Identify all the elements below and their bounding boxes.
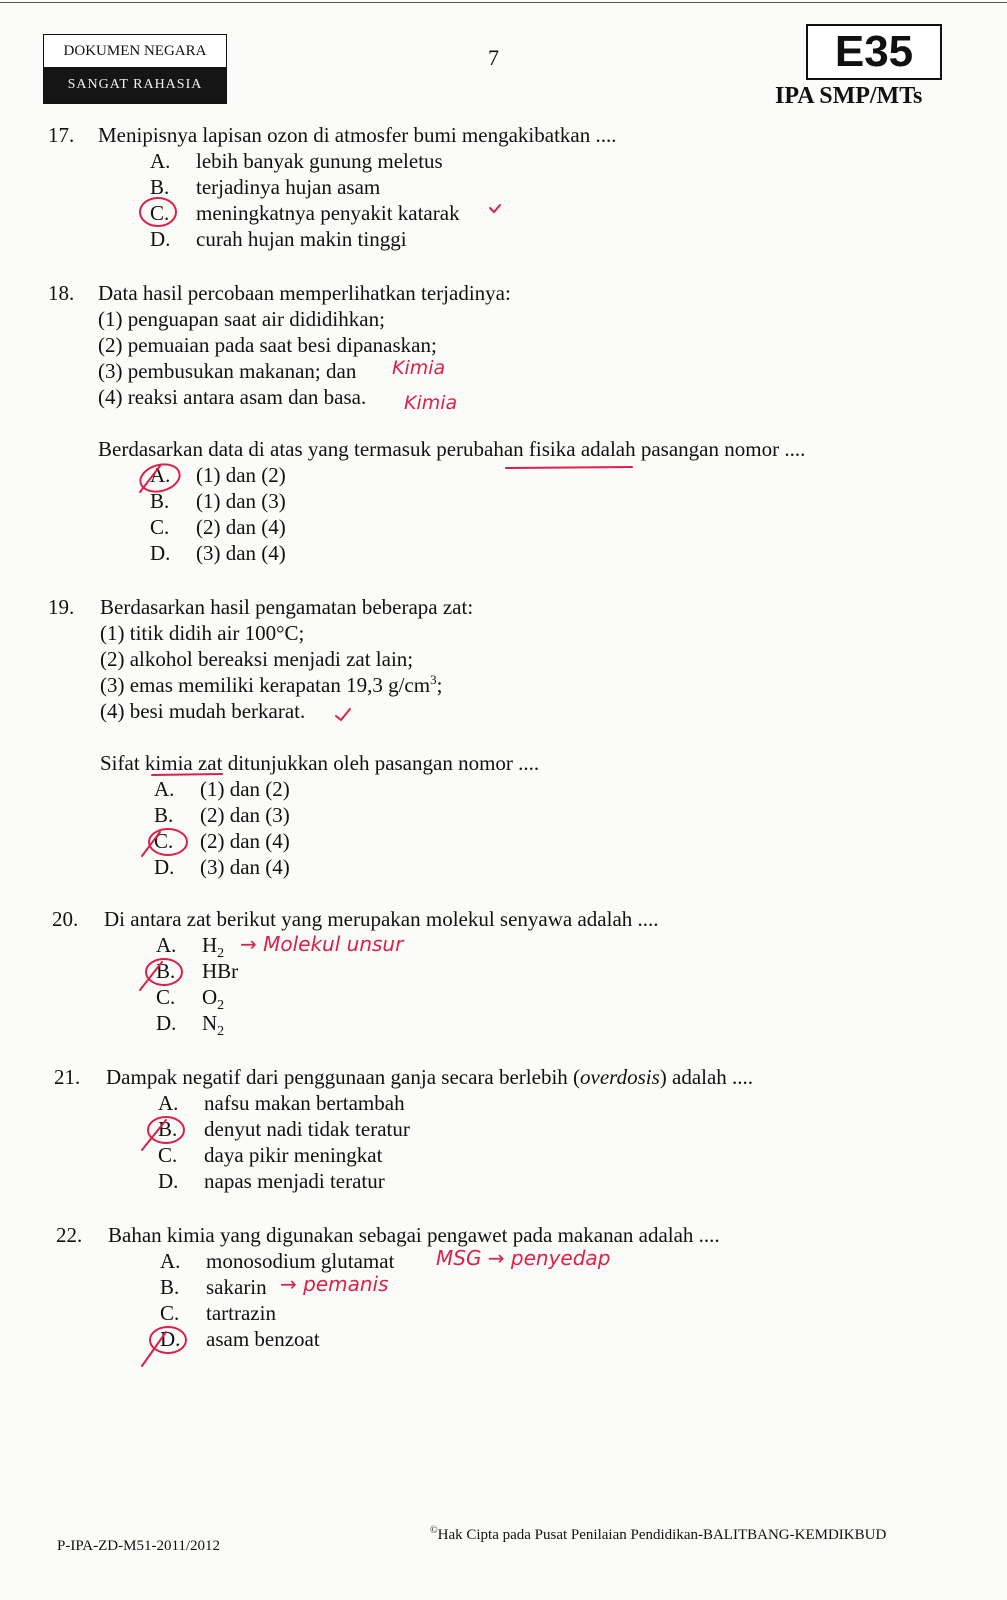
option-a[interactable]: A. (1) dan (2)	[150, 463, 286, 487]
option-d[interactable]: D. $N_2$	[156, 1011, 225, 1040]
answer-strike-icon	[140, 466, 160, 492]
doc-label-bottom: SANGAT RAHASIA	[44, 67, 226, 103]
option-a[interactable]: A. (1) dan (2)	[154, 777, 290, 801]
option-c[interactable]: C. (2) dan (4)	[154, 829, 290, 853]
option-b[interactable]: B. HBr	[156, 959, 239, 983]
answer-strike-icon	[140, 962, 162, 990]
question-stem: Berdasarkan hasil pengamatan beberapa zat:	[100, 595, 474, 619]
option-c[interactable]: C. tartrazin	[160, 1301, 276, 1325]
check-icon	[336, 709, 350, 720]
option-b[interactable]: B. (1) dan (3)	[150, 489, 286, 513]
underline-mark	[152, 774, 222, 775]
answer-circle-icon	[140, 198, 176, 226]
question-stem: Menipisnya lapisan ozon di atmosfer bumi mengakibatkan ....	[98, 123, 617, 147]
option-d[interactable]: D. curah hujan makin tinggi	[150, 227, 407, 251]
footer-doc-code: P-IPA-ZD-M51-2011/2012	[57, 1538, 221, 1554]
question-stem: Di antara zat berikut yang merupakan molekul senyawa adalah ....	[104, 907, 659, 931]
question-number: 21.	[54, 1065, 81, 1089]
option-c[interactable]: C. (2) dan (4)	[150, 515, 286, 539]
option-b[interactable]: B. (2) dan (3)	[154, 803, 290, 827]
handwritten-note-kimia: Kimia	[392, 357, 446, 379]
option-b[interactable]: B. terjadinya hujan asam	[150, 175, 381, 199]
question-stem: Bahan kimia yang digunakan sebagai pengawet pada makanan adalah ....	[108, 1223, 720, 1247]
handwritten-note-pemanis: → pemanis	[280, 1272, 389, 1296]
option-c[interactable]: C. meningkatnya penyakit katarak	[150, 201, 460, 225]
question-number: 20.	[52, 907, 79, 931]
question-stem: Dampak negatif dari penggunaan ganja secara berlebih (overdosis) adalah ....	[106, 1065, 754, 1089]
answer-strike-icon	[142, 1120, 166, 1150]
observation-2: (2) alkohol bereaksi menjadi zat lain;	[100, 647, 414, 671]
option-c[interactable]: C. $O_2$	[156, 985, 225, 1014]
handwritten-note-msg-penyedap: MSG → penyedap	[436, 1246, 611, 1270]
question-number: 18.	[48, 281, 75, 305]
data-item-2: (2) pemuaian pada saat besi dipanaskan;	[98, 333, 437, 357]
question-stem: Data hasil percobaan memperlihatkan terjadinya:	[98, 281, 511, 305]
answer-circle-icon	[150, 1327, 186, 1353]
option-b[interactable]: B. denyut nadi tidak teratur	[158, 1117, 410, 1141]
answer-circle-icon	[146, 959, 182, 985]
data-item-4: (4) reaksi antara asam dan basa.	[98, 385, 367, 409]
observation-4: (4) besi mudah berkarat.	[100, 699, 306, 723]
data-item-3: (3) pembusukan makanan; dan	[98, 359, 357, 383]
option-d[interactable]: D. napas menjadi teratur	[158, 1169, 385, 1193]
question-number: 17.	[48, 123, 75, 147]
check-icon	[490, 205, 500, 212]
question-prompt: Sifat kimia zat ditunjukkan oleh pasangan nomor ....	[100, 751, 540, 775]
option-a[interactable]: A. $H_2$	[156, 933, 225, 962]
question-number: 22.	[56, 1223, 83, 1247]
option-a[interactable]: A. lebih banyak gunung meletus	[150, 149, 443, 173]
question-number: 19.	[48, 595, 75, 619]
answer-circle-icon	[149, 829, 187, 855]
option-d[interactable]: D. asam benzoat	[160, 1327, 320, 1351]
option-d[interactable]: D. (3) dan (4)	[150, 541, 286, 565]
observation-3: (3) emas memiliki kerapatan 19,3 $g/cm^3$;	[100, 672, 443, 697]
page-number: 7	[488, 45, 499, 70]
option-b[interactable]: B. sakarin	[160, 1275, 267, 1299]
footer-copyright: ©Hak Cipta pada Pusat Penilaian Pendidikan-BALITBANG-KEMDIKBUD	[430, 1525, 887, 1543]
option-c[interactable]: C. daya pikir meningkat	[158, 1143, 383, 1167]
data-item-1: (1) penguapan saat air dididihkan;	[98, 307, 385, 331]
question-prompt: Berdasarkan data di atas yang termasuk perubahan fisika adalah pasangan nomor ....	[98, 437, 806, 461]
exam-code: E35	[806, 24, 942, 80]
option-a[interactable]: A. monosodium glutamat	[160, 1249, 395, 1273]
option-d[interactable]: D. (3) dan (4)	[154, 855, 290, 879]
subject-title: IPA SMP/MTs	[775, 83, 923, 109]
handwritten-note-molekul-unsur: → Molekul unsur	[240, 932, 404, 956]
underline-mark	[506, 467, 632, 468]
answer-strike-icon	[142, 1332, 166, 1366]
handwritten-note-kimia-2: Kimia	[404, 392, 458, 414]
option-a[interactable]: A. nafsu makan bertambah	[158, 1091, 405, 1115]
observation-1: (1) titik didih air 100°C;	[100, 621, 305, 645]
doc-label-top: DOKUMEN NEGARA	[44, 35, 226, 67]
